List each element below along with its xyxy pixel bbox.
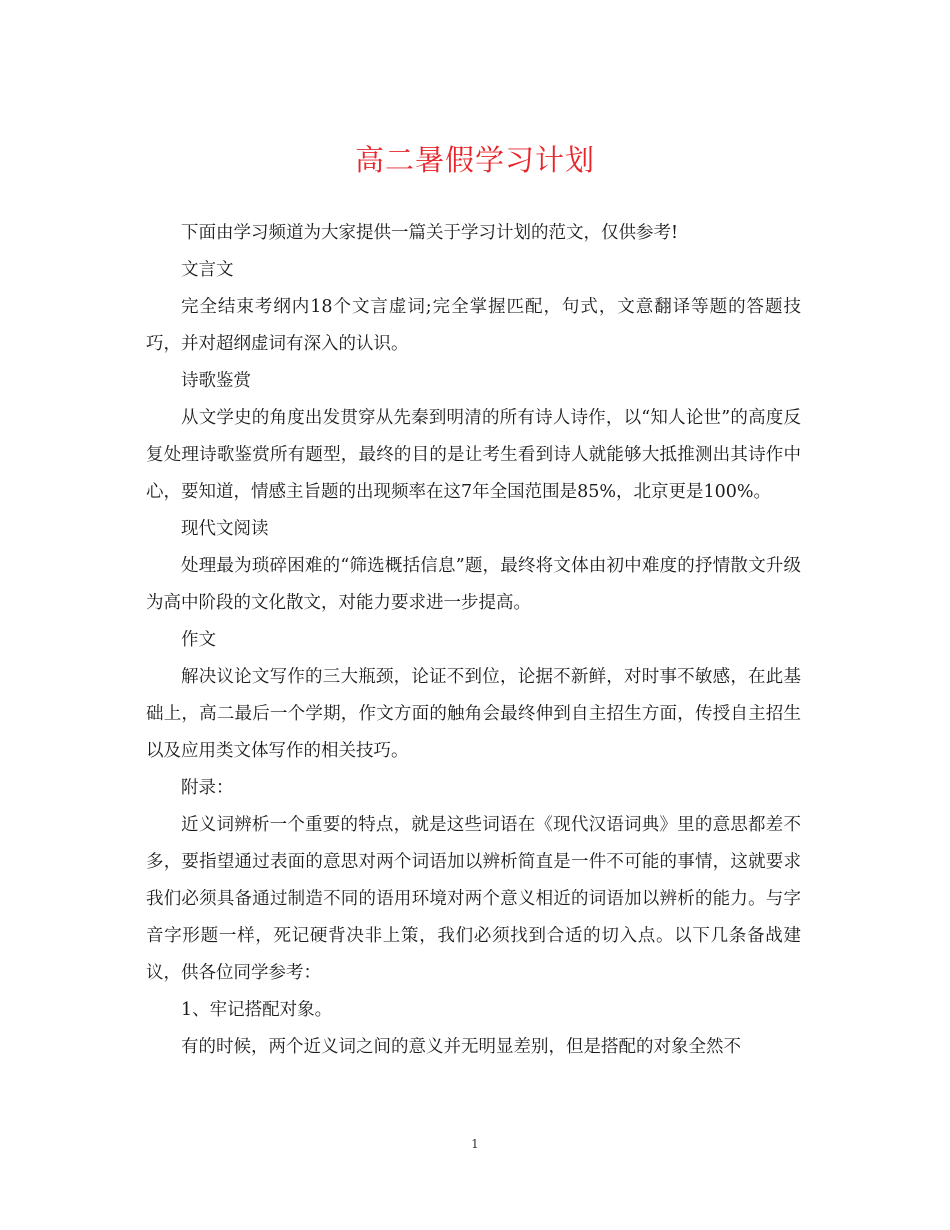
- poetry-paragraph: 从文学史的角度出发贯穿从先秦到明清的所有诗人诗作，以“知人论世”的高度反复处理诗歌鉴赏所有题型，最终的目的是让考生看到诗人就能够大抵推测出其诗作中心，要知道，情感主旨题的出现频率在这7年全国范围是85%，北京更是100%。: [146, 408, 801, 502]
- page-number: 1: [471, 1137, 479, 1151]
- section-heading-poetry: 诗歌鉴赏: [181, 371, 251, 391]
- section-heading-composition: 作文: [181, 630, 216, 650]
- section-heading-modern-reading: 现代文阅读: [181, 519, 269, 539]
- modern-reading-paragraph: 处理最为琐碎困难的“筛选概括信息”题，最终将文体由初中难度的抒情散文升级为高中阶段的文化散文，对能力要求进一步提高。: [146, 556, 801, 613]
- classical-chinese-paragraph: 完全结束考纲内18个文言虚词;完全掌握匹配，句式，文意翻译等题的答题技巧，并对超纲虚词有深入的认识。: [146, 297, 801, 354]
- tip-paragraph-1: 有的时候，两个近义词之间的意义并无明显差别，但是搭配的对象全然不: [181, 1037, 741, 1057]
- appendix-paragraph: 近义词辨析一个重要的特点，就是这些词语在《现代汉语词典》里的意思都差不多，要指望通过表面的意思对两个词语加以辨析简直是一件不可能的事情，这就要求我们必须具备通过制造不同的语用环境对两个意义相近的词语加以辨析的能力。与字音字形题一样，死记硬背决非上策，我们必须找到合适的切入点。以下几条备战建议，供各位同学参考：: [146, 815, 801, 983]
- section-heading-appendix: 附录：: [181, 778, 234, 798]
- tip-heading-1: 1、牢记搭配对象。: [181, 1000, 333, 1020]
- document-body: [146, 215, 801, 1066]
- intro-paragraph: 下面由学习频道为大家提供一篇关于学习计划的范文，仅供参考!: [181, 223, 679, 243]
- document-title: 高二暑假学习计划: [354, 143, 595, 177]
- section-heading-classical-chinese: 文言文: [181, 260, 234, 280]
- composition-paragraph: 解决议论文写作的三大瓶颈，论证不到位，论据不新鲜，对时事不敏感，在此基础上，高二最后一个学期，作文方面的触角会最终伸到自主招生方面，传授自主招生以及应用类文体写作的相关技巧。: [146, 667, 801, 761]
